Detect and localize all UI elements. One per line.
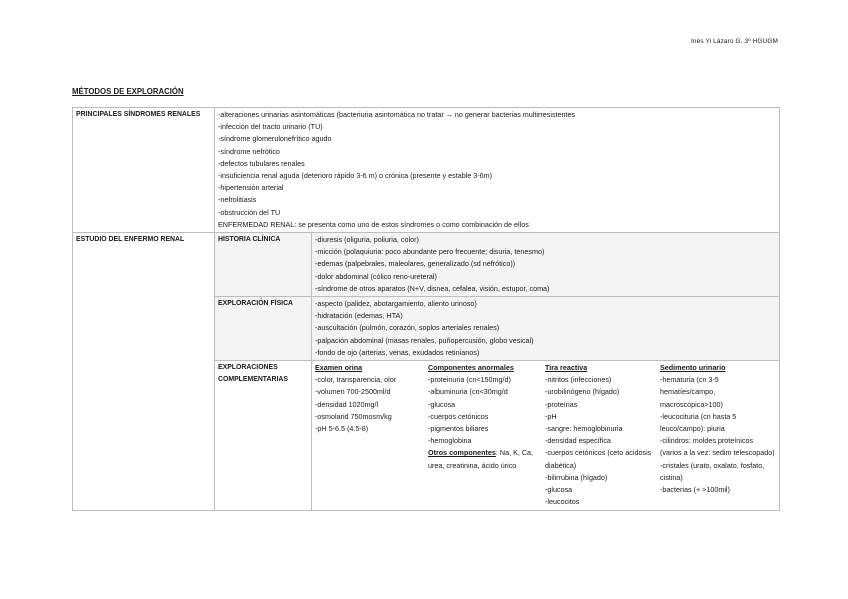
list-item: -micción (polaquiuria: poco abundante pero frecuente; disuria, tenesmo) (315, 247, 545, 257)
list-item: -pigmentos biliares (428, 424, 489, 434)
list-item: -proteínas (545, 399, 578, 409)
list-item: -sangre: hemoglobinuria (545, 424, 623, 434)
componentes-title: Componentes anormales (428, 363, 514, 373)
list-item: -fondo de ojo (arterias, venas, exudados retinianos) (315, 347, 480, 357)
list-item: -hidratación (edemas, HTA) (315, 311, 403, 321)
exploration-table (72, 107, 780, 511)
list-item: -densidad 1020mg/l (315, 399, 379, 409)
author-header: Inés Yi Lázaro G. 3º HGUGM (691, 38, 778, 45)
list-item: -infección del tracto urinario (TU) (218, 122, 323, 132)
list-item: -nitritos (infecciones) (545, 375, 612, 385)
row-label-sindromes: PRINCIPALES SÍNDROMES RENALES (73, 108, 215, 233)
list-item: -hipertensión arterial (218, 183, 284, 193)
list-item: -pH (545, 411, 557, 421)
sedimento-title: Sedimento urinario (660, 363, 726, 373)
list-item: -obstrucción del TU (218, 207, 281, 217)
list-item: -leucocitos (545, 497, 580, 507)
list-item: -volumen 700-2500ml/d (315, 387, 391, 397)
list-item: -proteinuria (cn<150mg/d) (428, 375, 511, 385)
sedimento-column (660, 362, 777, 508)
list-item: -urobilinógeno (hígado) (545, 387, 620, 397)
examen-orina-column (315, 362, 428, 508)
list-item: -palpación abdominal (masas renales, puñopercusión, globo vesical) (315, 335, 534, 345)
list-item: -cuerpos cetónicos (ceto acidosis diabética) (545, 448, 652, 470)
list-item: -defectos tubulares renales (218, 158, 305, 168)
otros-componentes-text: : Na, K, Ca, urea, creatinina, ácido úrico (428, 448, 534, 470)
list-item: -auscultación (pulmón, corazón, soplos arteriales renales) (315, 323, 500, 333)
otros-componentes (428, 447, 543, 471)
list-item: -hematuria (cn 3-5 hematíes/campo, macroscópica>100) (660, 375, 723, 409)
list-item: -síndrome glomerulonefrítico agudo (218, 134, 332, 144)
list-item: -glucosa (428, 399, 456, 409)
sublabel-historia: HISTORIA CLÍNICA (215, 233, 312, 297)
table-row-sindromes (73, 108, 780, 233)
otros-componentes-title: Otros componentes (428, 448, 496, 458)
list-item: -aspecto (palidez, abotargamiento, aliento urinoso) (315, 299, 477, 309)
document-title: MÉTODOS DE EXPLORACIÓN (72, 87, 184, 96)
tira-reactiva-column (545, 362, 660, 508)
complementarias-columns (315, 362, 777, 508)
list-item: ENFERMEDAD RENAL: se presenta como uno de estos síndromes o como combinación de ellos (218, 219, 529, 229)
list-item: -nefrolitiasis (218, 195, 257, 205)
complementarias-cell (312, 361, 780, 510)
list-item: -diuresis (oliguria, poliuria, color) (315, 235, 419, 245)
table-row-historia (73, 233, 780, 297)
list-item: -alteraciones urinarias asintomáticas (bacteriuria asintomática no tratar → no generar bacterias multirresistentes (218, 110, 576, 119)
list-item: -bilirrubina (hígado) (545, 472, 608, 482)
examen-orina-title: Examen orina (315, 363, 363, 373)
list-item: -hemoglobina (428, 436, 472, 446)
historia-list (312, 233, 780, 297)
list-item: -leucocituria (cn hasta 5 leuco/campo): piuria (660, 411, 737, 434)
list-item: -osmolarid 750mosm/kg (315, 411, 392, 421)
tira-reactiva-title: Tira reactiva (545, 363, 588, 373)
sublabel-complementarias: EXPLORACIONES COMPLEMENTARIAS (215, 361, 312, 510)
list-item: -síndrome de otros aparatos (N+V, disnea, cefalea, visión, estupor, coma) (315, 283, 550, 293)
list-item: -cristales (urato, oxalato, fosfato, cistina) (660, 460, 765, 482)
row-label-estudio: ESTUDIO DEL ENFERMO RENAL (73, 233, 215, 510)
list-item: -síndrome nefrótico (218, 146, 280, 156)
list-item: -cilindros: moldes proteínicos (varios a la vez: sedim telescopado) (660, 436, 775, 458)
list-item: -albuminuria (cn<30mg/d (428, 387, 508, 397)
list-item: -edemas (palpebrales, maleolares, generalizado (sd nefrótico)) (315, 259, 516, 269)
list-item: -bacterias (+ >100mil) (660, 485, 730, 495)
list-item: -cuerpos cetónicos (428, 411, 489, 421)
sindromes-list (215, 108, 780, 233)
exploracion-list (312, 297, 780, 361)
list-item: -dolor abdominal (cólico reno-ureteral) (315, 271, 437, 281)
sublabel-exploracion: EXPLORACIÓN FÍSICA (215, 297, 312, 361)
list-item: -pH 5-6.5 (4.5-8) (315, 424, 369, 434)
list-item: -densidad específica (545, 436, 611, 446)
componentes-column (428, 362, 545, 508)
list-item: -color, transparencia, olor (315, 375, 397, 385)
list-item: -insuficiencia renal aguda (deterioro rápido 3-6 m) o crónica (presente y estable 3-6m) (218, 171, 493, 181)
list-item: -glucosa (545, 485, 573, 495)
